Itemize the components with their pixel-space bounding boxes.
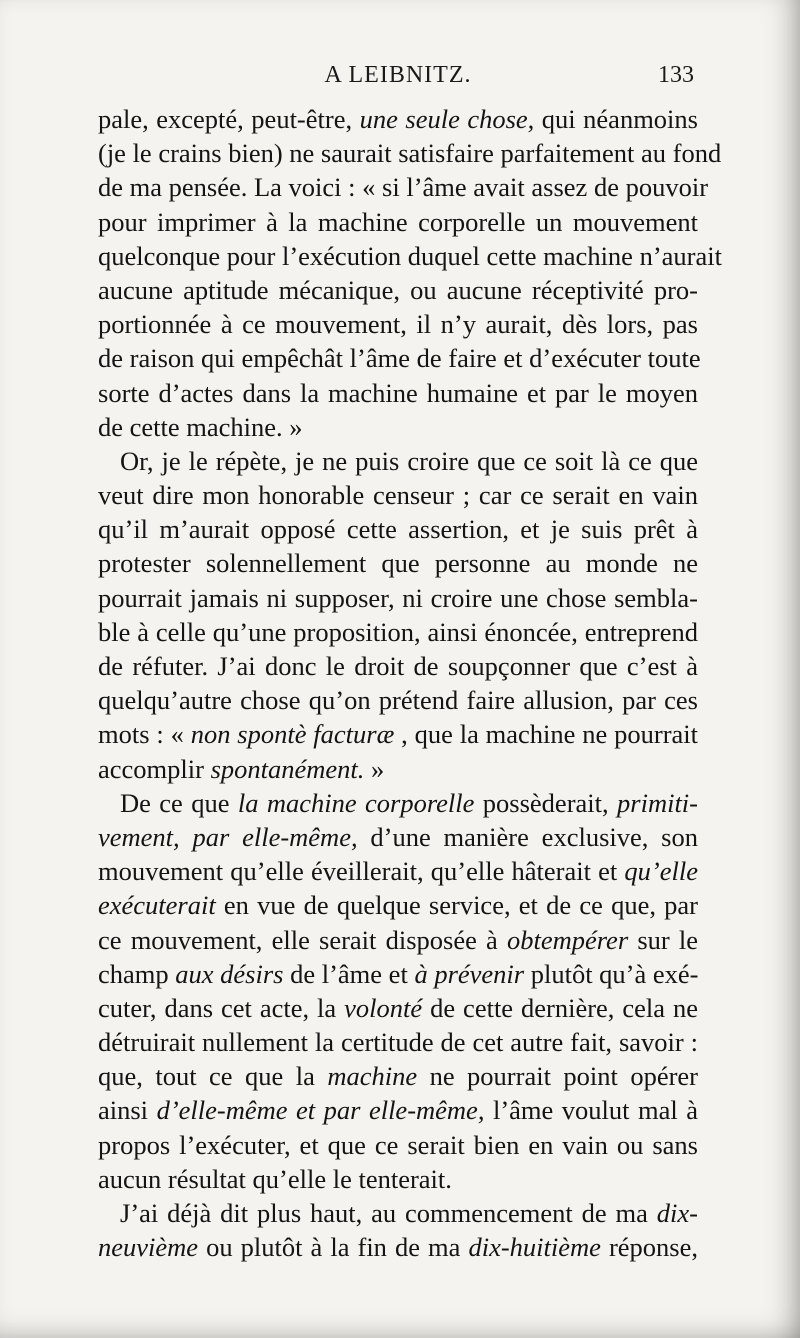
text-line: [98, 478, 698, 512]
text-segment: Or, je le répète, je ne puis croire que ce soit là ce que: [120, 445, 698, 476]
text-segment: sur le: [628, 924, 698, 955]
body-text: [98, 102, 722, 1264]
italic-text: dix-: [656, 1198, 698, 1228]
text-segment: réponse,: [600, 1232, 698, 1263]
text-segment: de raison qui empêchât l’âme de faire et d’exécuter toute: [98, 343, 701, 374]
text-segment: pour imprimer à la machine corporelle un mouvement: [98, 206, 698, 237]
text-segment: ne pourrait point opérer: [417, 1061, 698, 1092]
text-line: [98, 888, 698, 922]
text-line: [98, 820, 698, 854]
text-line: [98, 1059, 698, 1093]
text-segment: (je le crains bien) ne saurait satisfaire parfaitement au fond: [98, 138, 722, 169]
text-line: [98, 341, 701, 375]
italic-text: aux désirs: [175, 958, 284, 989]
text-line: [98, 1196, 698, 1230]
text-line: [98, 273, 698, 307]
text-segment: de l’âme et: [283, 958, 415, 989]
italic-text: qu’elle: [624, 856, 698, 887]
text-line: [98, 444, 698, 478]
text-segment: propos l’exécuter, et que ce serait bien en vain ou sans: [98, 1129, 698, 1160]
text-line: [98, 512, 698, 546]
text-segment: , que la machine ne pourrait: [394, 719, 699, 750]
text-segment: l’âme voulut mal à: [484, 1095, 698, 1126]
text-segment: quelqu’autre chose qu’on prétend faire allusion, par ces: [98, 685, 698, 716]
text-segment: détruirait nullement la certitude de cet autre fait, savoir :: [98, 1027, 698, 1058]
text-segment: que, tout ce que la: [98, 1061, 328, 1092]
italic-text: la machine corporelle: [237, 787, 475, 818]
text-segment: d’une manière exclusive, son: [357, 821, 698, 852]
text-segment: quelconque pour l’exécution duquel cette machine n’aurait: [98, 240, 722, 271]
text-segment: cuter, dans cet acte, la: [98, 992, 345, 1023]
text-segment: accomplir: [98, 753, 211, 784]
text-segment: J’ai déjà dit plus haut, au commencement de ma: [120, 1198, 657, 1228]
text-line: [98, 1162, 698, 1196]
text-segment: ou plutôt à la fin de ma: [198, 1232, 469, 1263]
text-line: [98, 1025, 698, 1059]
text-line: [98, 717, 698, 751]
text-segment: possèderait,: [474, 787, 618, 818]
text-line: [98, 102, 698, 136]
text-line: [98, 136, 722, 170]
italic-text: vement, par elle-même,: [98, 821, 358, 852]
italic-text: obtempérer: [506, 924, 629, 955]
text-line: [98, 683, 698, 717]
italic-text: spontanément.: [210, 753, 365, 784]
italic-text: dix-huitième: [468, 1232, 601, 1263]
text-segment: ainsi: [98, 1095, 157, 1126]
text-segment: mots : «: [98, 719, 191, 750]
text-segment: de cette dernière, cela ne: [422, 992, 698, 1023]
text-segment: plutôt qu’à exé-: [524, 958, 699, 989]
text-line: [98, 205, 698, 239]
text-line: [98, 581, 698, 615]
text-segment: champ: [98, 958, 176, 989]
text-line: [98, 307, 698, 341]
text-segment: pourrait jamais ni supposer, ni croire une chose sembla-: [98, 582, 698, 613]
text-line: [98, 1230, 698, 1264]
text-segment: qui néanmoins: [534, 104, 698, 134]
italic-text: non spontè facturæ: [190, 719, 395, 750]
text-segment: qu’il m’aurait opposé cette assertion, et je suis prêt à: [98, 514, 698, 545]
text-line: [98, 410, 698, 444]
text-segment: pale, excepté, peut-être,: [98, 104, 360, 134]
page-number: 133: [658, 62, 694, 88]
italic-text: exécuterait: [98, 890, 216, 921]
text-line: [98, 615, 698, 649]
text-line: [98, 170, 709, 204]
italic-text: volonté: [344, 992, 423, 1023]
italic-text: machine: [327, 1061, 418, 1092]
text-segment: mouvement qu’elle éveillerait, qu’elle hâterait et: [98, 856, 625, 887]
text-line: [98, 1128, 698, 1162]
text-segment: en vue de quelque service, et de ce que, par: [215, 890, 698, 921]
text-segment: de cette machine. »: [98, 411, 303, 442]
text-segment: veut dire mon honorable censeur ; car ce serait en vain: [98, 480, 698, 511]
text-line: [98, 752, 698, 786]
text-segment: aucune aptitude mécanique, ou aucune réceptivité pro-: [98, 274, 698, 305]
text-line: [98, 546, 698, 580]
italic-text: primiti-: [617, 787, 698, 818]
text-line: [98, 239, 722, 273]
text-segment: sorte d’actes dans la machine humaine et par le moyen: [98, 377, 698, 408]
italic-text: d’elle-même et par elle-même,: [156, 1095, 485, 1126]
text-line: [98, 649, 698, 683]
text-line: [98, 991, 698, 1025]
text-segment: aucun résultat qu’elle le tenterait.: [98, 1163, 452, 1194]
italic-text: neuvième: [98, 1232, 199, 1263]
text-segment: de ma pensée. La voici : « si l’âme avait assez de pouvoir: [98, 172, 709, 203]
text-segment: ce mouvement, elle serait disposée à: [98, 924, 507, 955]
running-head: [98, 62, 698, 92]
text-segment: portionnée à ce mouvement, il n’y aurait, dès lors, pas: [98, 309, 698, 340]
text-segment: »: [364, 753, 385, 784]
italic-text: à prévenir: [414, 958, 525, 989]
text-segment: protester solennellement que personne au monde ne: [98, 548, 698, 579]
text-line: [98, 1093, 698, 1127]
text-segment: De ce que: [120, 787, 238, 818]
text-line: [98, 376, 698, 410]
text-line: [98, 923, 698, 957]
text-line: [98, 786, 698, 820]
text-line: [98, 957, 698, 991]
text-segment: de réfuter. J’ai donc le droit de soupçonner que c’est à: [98, 651, 698, 681]
text-line: [98, 854, 698, 888]
text-segment: ble à celle qu’une proposition, ainsi énoncée, entreprend: [98, 616, 698, 647]
running-title: A LEIBNITZ.: [324, 62, 472, 88]
italic-text: une seule chose,: [359, 104, 535, 134]
